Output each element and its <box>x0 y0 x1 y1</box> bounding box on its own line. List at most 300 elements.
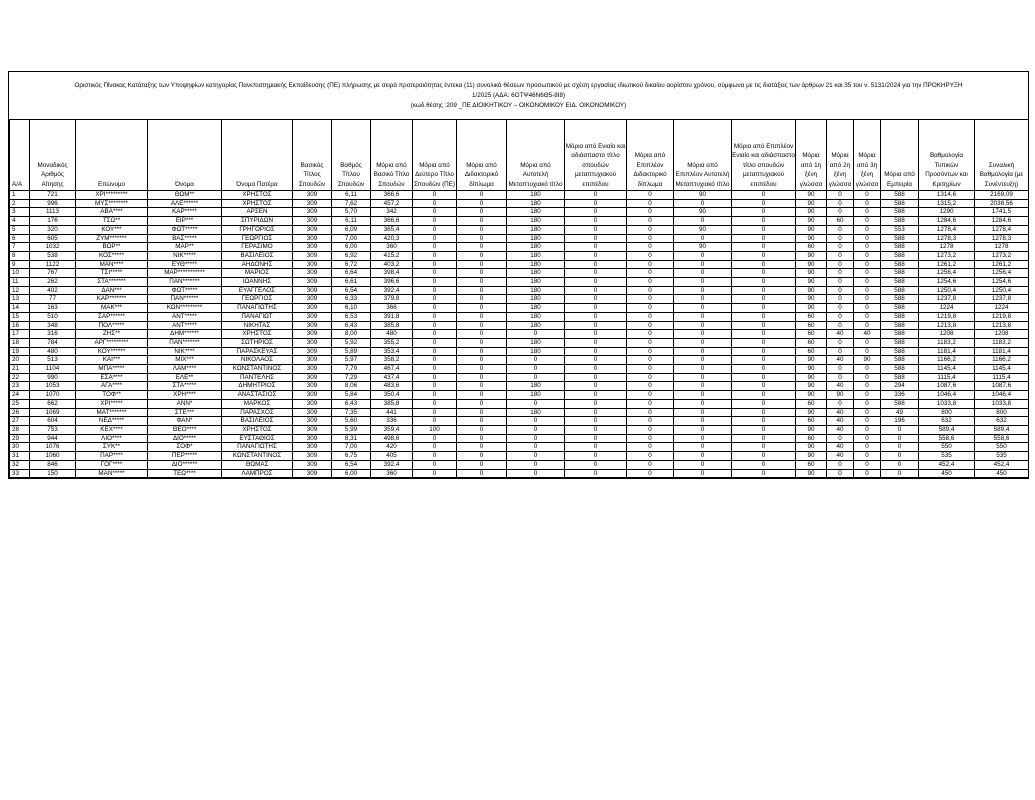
table-cell: 0 <box>732 330 796 339</box>
table-cell: 0 <box>827 191 854 200</box>
table-cell: 405 <box>371 452 413 461</box>
column-header: Μόρια από Ενιαίο και αδιάσπαστο τίτλο σπουδών μεταπτυχιακού επιπέδου <box>565 120 627 191</box>
table-cell: ΑΝΤ***** <box>148 312 222 321</box>
table-cell: ΠΕΡ***** <box>148 452 222 461</box>
column-header: Όνομα Πατέρα <box>222 120 293 191</box>
table-cell: 0 <box>413 321 457 330</box>
table-cell: 0 <box>457 469 507 478</box>
table-cell: 588 <box>881 278 919 287</box>
table-cell: 1076 <box>30 443 76 452</box>
table-cell: 0 <box>413 286 457 295</box>
table-cell: 0 <box>854 391 881 400</box>
table-cell: 1315,2 <box>919 199 975 208</box>
table-cell: ΘΩΜΑΣ <box>222 460 293 469</box>
table-cell: 1122 <box>30 260 76 269</box>
table-cell: 0 <box>854 321 881 330</box>
table-cell: ΑΛΕ****** <box>148 199 222 208</box>
table-row <box>10 330 1029 339</box>
table-cell: ΠΑΝΤΕΛΗΣ <box>222 373 293 382</box>
table-cell: 0 <box>627 469 674 478</box>
table-cell: 588 <box>881 243 919 252</box>
table-cell: 0 <box>674 199 732 208</box>
table-cell: 309 <box>293 217 332 226</box>
table-cell: 6,10 <box>332 304 371 313</box>
table-cell: 588 <box>881 330 919 339</box>
table-cell: 0 <box>565 269 627 278</box>
table-cell: 0 <box>627 191 674 200</box>
table-cell: 0 <box>827 295 854 304</box>
table-cell: 0 <box>827 338 854 347</box>
table-cell: 0 <box>413 208 457 217</box>
table-cell: 180 <box>507 269 565 278</box>
table-cell: 0 <box>827 399 854 408</box>
table-cell: 0 <box>674 260 732 269</box>
table-cell: 0 <box>413 269 457 278</box>
table-cell: 0 <box>827 225 854 234</box>
table-cell: 0 <box>457 312 507 321</box>
table-cell: 0 <box>674 217 732 226</box>
table-cell: 0 <box>507 356 565 365</box>
table-cell: 7,62 <box>332 199 371 208</box>
table-cell: 0 <box>627 347 674 356</box>
table-row <box>10 356 1029 365</box>
table-cell: 0 <box>457 191 507 200</box>
table-cell: 0 <box>674 469 732 478</box>
table-cell: 0 <box>413 382 457 391</box>
title-block <box>9 72 1028 119</box>
table-cell: 588 <box>881 217 919 226</box>
table-cell: ΤΣΩ** <box>76 217 148 226</box>
table-cell: 846 <box>30 460 76 469</box>
table-cell: 0 <box>457 434 507 443</box>
table-cell: 0 <box>413 234 457 243</box>
table-cell: 359,4 <box>371 425 413 434</box>
table-cell: 8 <box>10 251 30 260</box>
table-cell: 0 <box>674 373 732 382</box>
table-cell: 0 <box>565 452 627 461</box>
table-row <box>10 304 1029 313</box>
table-cell: ΠΑΝ******* <box>148 278 222 287</box>
table-cell: 398,4 <box>371 269 413 278</box>
table-cell: 40 <box>827 356 854 365</box>
table-cell: 309 <box>293 460 332 469</box>
table-cell: 0 <box>674 234 732 243</box>
table-cell: 5,99 <box>332 425 371 434</box>
table-cell: ΜΠΑ***** <box>76 365 148 374</box>
table-cell: 800 <box>919 408 975 417</box>
table-cell: 6,09 <box>332 225 371 234</box>
table-cell: 550 <box>919 443 975 452</box>
table-cell: 0 <box>413 225 457 234</box>
table-cell: ΕΙΡ*** <box>148 217 222 226</box>
table-cell: 0 <box>674 356 732 365</box>
table-cell: ΠΑΝΑΓΙΩΤΗΣ <box>222 443 293 452</box>
table-cell: 588 <box>881 312 919 321</box>
table-cell: 309 <box>293 434 332 443</box>
table-cell: ΚΟΥ****** <box>76 347 148 356</box>
table-cell: ΒΩΡ** <box>76 243 148 252</box>
table-cell: 589,4 <box>919 425 975 434</box>
table-cell: 1104 <box>30 365 76 374</box>
table-cell: 0 <box>565 304 627 313</box>
table-cell: ΣΠΥΡΙΔΩΝ <box>222 217 293 226</box>
table-cell: ΚΩΝΣΤΑΝΤΙΝΟΣ <box>222 452 293 461</box>
table-cell: 309 <box>293 295 332 304</box>
table-cell: 588 <box>881 260 919 269</box>
table-cell: 1060 <box>30 452 76 461</box>
table-cell: 9 <box>10 260 30 269</box>
table-cell: 309 <box>293 469 332 478</box>
table-cell: 457,2 <box>371 199 413 208</box>
table-cell: 11 <box>10 278 30 287</box>
table-cell: 604 <box>30 417 76 426</box>
table-cell: 196 <box>881 417 919 426</box>
table-cell: 7,00 <box>332 443 371 452</box>
table-cell: 450 <box>919 469 975 478</box>
table-cell: 0 <box>627 425 674 434</box>
table-cell: 483,6 <box>371 382 413 391</box>
document-title: Οριστικός Πίνακας Κατάταξης των Υποψηφίων κατηγορίας Πανεπιστημιακής Εκπαίδευσης (ΠΕ) πλήρωσης με σειρά προτεραιότητας έντεκα (11) συνολικά θέσεων προσωπικού με σχέση εργασίας ιδιωτικού δικαίου αορίστου χρόνου, σύμφωνα με τις διατάξεις των άρθρων 21 και 35 του ν. 5131/2024 για την ΠΡΟΚΗΡΥΞΗ <box>74 81 963 89</box>
table-cell: 0 <box>854 425 881 434</box>
table-cell: 0 <box>732 286 796 295</box>
table-cell: 90 <box>796 382 827 391</box>
table-cell: 90 <box>796 391 827 400</box>
table-cell: 14 <box>10 304 30 313</box>
table-cell: 0 <box>413 452 457 461</box>
table-cell: 0 <box>413 356 457 365</box>
table-cell: 16 <box>10 321 30 330</box>
table-cell: 1115,4 <box>975 373 1029 382</box>
table-cell: 309 <box>293 373 332 382</box>
table-cell: 29 <box>10 434 30 443</box>
table-cell: 90 <box>796 408 827 417</box>
table-cell: 0 <box>413 460 457 469</box>
table-cell: 0 <box>565 347 627 356</box>
table-cell: 0 <box>674 408 732 417</box>
table-cell: 90 <box>674 191 732 200</box>
table-cell: 0 <box>457 460 507 469</box>
table-cell: 510 <box>30 312 76 321</box>
table-cell: 0 <box>674 382 732 391</box>
column-header: Μόρια από Επιπλέον Ενιαίο και αδιάσπαστο τίτλο σπουδών μεταπτυχιακού επιπέδου <box>732 120 796 191</box>
table-cell: ΧΡΗΣΤΟΣ <box>222 199 293 208</box>
table-cell: 0 <box>457 269 507 278</box>
table-cell: 180 <box>507 234 565 243</box>
table-cell: 6,72 <box>332 260 371 269</box>
table-cell: 8,00 <box>332 330 371 339</box>
table-cell: 6,00 <box>332 243 371 252</box>
table-cell: 6,53 <box>332 312 371 321</box>
table-row <box>10 425 1029 434</box>
table-cell: 588 <box>881 304 919 313</box>
table-cell: 90 <box>796 373 827 382</box>
table-cell: 60 <box>796 417 827 426</box>
table-cell: 1 <box>10 191 30 200</box>
table-cell: 0 <box>565 338 627 347</box>
table-cell: 40 <box>827 443 854 452</box>
table-cell: 0 <box>565 286 627 295</box>
table-cell: ΜΑΡΚΟΣ <box>222 399 293 408</box>
table-cell: 588 <box>881 251 919 260</box>
table-cell: 467,4 <box>371 365 413 374</box>
table-cell: 17 <box>10 330 30 339</box>
table-cell: ΤΟΦ** <box>76 391 148 400</box>
table-cell: 632 <box>919 417 975 426</box>
table-cell: 348 <box>30 321 76 330</box>
table-cell: 0 <box>854 269 881 278</box>
table-cell: 0 <box>507 365 565 374</box>
table-cell: 350,4 <box>371 391 413 400</box>
table-cell: 40 <box>827 425 854 434</box>
table-cell: 90 <box>827 391 854 400</box>
table-cell: 90 <box>796 217 827 226</box>
table-cell: 0 <box>507 373 565 382</box>
table-cell: 309 <box>293 191 332 200</box>
table-cell: ΚΑΡ***** <box>148 208 222 217</box>
table-cell: ΦΑΝ* <box>148 417 222 426</box>
table-cell: 0 <box>854 347 881 356</box>
table-cell: 0 <box>674 338 732 347</box>
column-header: Βαθμολογία Τυπικών Προσόντων και Κριτηρίων <box>919 120 975 191</box>
table-cell: 0 <box>627 260 674 269</box>
table-cell: ΝΕΔ***** <box>76 417 148 426</box>
table-cell: 480 <box>371 330 413 339</box>
table-cell: 0 <box>854 234 881 243</box>
table-cell: 1256,4 <box>919 269 975 278</box>
table-cell: 22 <box>10 373 30 382</box>
table-cell: ΛΙΟ**** <box>76 434 148 443</box>
table-cell: ΠΑΝΑΓΙΩΤΗΣ <box>222 304 293 313</box>
table-cell: 90 <box>796 443 827 452</box>
table-cell: 420 <box>371 443 413 452</box>
table-cell: 0 <box>627 312 674 321</box>
table-cell: 180 <box>507 243 565 252</box>
table-cell: 0 <box>627 434 674 443</box>
table-cell: 0 <box>732 243 796 252</box>
table-cell: 180 <box>507 217 565 226</box>
table-cell: 1237,8 <box>975 295 1029 304</box>
table-cell: 1278,4 <box>975 225 1029 234</box>
table-cell: 0 <box>627 217 674 226</box>
table-cell: 588 <box>881 191 919 200</box>
table-cell: 0 <box>457 365 507 374</box>
table-cell: 316 <box>30 330 76 339</box>
table-cell: 0 <box>732 391 796 400</box>
table-cell: 309 <box>293 199 332 208</box>
table-cell: ΣΑΡ****** <box>76 312 148 321</box>
table-cell: 0 <box>565 434 627 443</box>
table-cell: 353,4 <box>371 347 413 356</box>
table-cell: 800 <box>975 408 1029 417</box>
table-cell: 1166,2 <box>919 356 975 365</box>
table-row <box>10 208 1029 217</box>
table-cell: ΖΥΜ******* <box>76 234 148 243</box>
table-cell: ΣΥΚ** <box>76 443 148 452</box>
table-cell: 309 <box>293 208 332 217</box>
table-cell: 60 <box>796 347 827 356</box>
table-cell: 1278,4 <box>919 225 975 234</box>
table-cell: 588 <box>881 208 919 217</box>
table-cell: 0 <box>674 460 732 469</box>
table-cell: 0 <box>627 382 674 391</box>
table-cell: 0 <box>413 434 457 443</box>
table-cell: 180 <box>507 391 565 400</box>
table-cell: 0 <box>565 208 627 217</box>
table-cell: 0 <box>674 251 732 260</box>
table-cell: ΚΑΙ*** <box>76 356 148 365</box>
table-cell: 0 <box>854 460 881 469</box>
table-cell: 0 <box>627 304 674 313</box>
table-cell: 385,8 <box>371 321 413 330</box>
table-cell: ΝΙΚΗΤΑΣ <box>222 321 293 330</box>
table-cell: 0 <box>457 225 507 234</box>
table-header-row <box>10 120 1029 191</box>
table-cell: 5,84 <box>332 391 371 400</box>
table-cell: 0 <box>413 408 457 417</box>
table-cell: 336 <box>371 417 413 426</box>
table-cell: 1166,2 <box>975 356 1029 365</box>
table-cell: 309 <box>293 408 332 417</box>
table-row <box>10 391 1029 400</box>
column-header: Μόρια από 3η ξένη γλώσσα <box>854 120 881 191</box>
table-cell: ΜΑΡ*********** <box>148 269 222 278</box>
table-cell: 0 <box>413 373 457 382</box>
column-header: Επώνυμο <box>76 120 148 191</box>
table-cell: ΚΩΝΣΤΑΝΤΙΝΟΣ <box>222 365 293 374</box>
table-cell: 0 <box>627 391 674 400</box>
table-cell: 0 <box>674 295 732 304</box>
table-cell: 90 <box>796 199 827 208</box>
table-cell: 402 <box>30 286 76 295</box>
table-cell: 0 <box>827 434 854 443</box>
table-cell: 309 <box>293 452 332 461</box>
table-cell: 262 <box>30 278 76 287</box>
table-cell: 60 <box>796 338 827 347</box>
table-cell: 1183,2 <box>975 338 1029 347</box>
table-cell: 100 <box>413 425 457 434</box>
column-header: Όνομα <box>148 120 222 191</box>
table-cell: 21 <box>10 365 30 374</box>
table-cell: 0 <box>627 356 674 365</box>
table-cell: 1033,8 <box>975 399 1029 408</box>
table-cell: 0 <box>507 452 565 461</box>
table-cell: 588 <box>881 321 919 330</box>
table-cell: 0 <box>565 408 627 417</box>
table-cell: 0 <box>732 312 796 321</box>
table-cell: ΣΤΑ***** <box>148 382 222 391</box>
table-cell: 1032 <box>30 243 76 252</box>
table-cell: ΓΕΩΡΓΙΟΣ <box>222 295 293 304</box>
table-cell: 309 <box>293 251 332 260</box>
table-cell: 0 <box>413 260 457 269</box>
table-cell: ΔΗΜ****** <box>148 330 222 339</box>
table-cell: 0 <box>674 312 732 321</box>
table-cell: 0 <box>413 217 457 226</box>
table-row <box>10 251 1029 260</box>
table-cell: 0 <box>732 399 796 408</box>
table-cell: 180 <box>507 208 565 217</box>
table-cell: 309 <box>293 417 332 426</box>
table-cell: ΘΩΜ** <box>148 191 222 200</box>
table-row <box>10 312 1029 321</box>
table-cell: 20 <box>10 356 30 365</box>
table-cell: 0 <box>457 356 507 365</box>
table-cell: ΧΡΙ***** <box>76 399 148 408</box>
table-cell: 2038,56 <box>975 199 1029 208</box>
table-cell: ΘΕΟ**** <box>148 425 222 434</box>
column-header: Μόρια από 2η ξένη γλώσσα <box>827 120 854 191</box>
table-cell: 0 <box>413 304 457 313</box>
table-cell: 0 <box>732 191 796 200</box>
table-cell: ΑΝΑΣΤΑΣΙΟΣ <box>222 391 293 400</box>
table-cell: 0 <box>413 191 457 200</box>
table-cell: ΔΑΝ*** <box>76 286 148 295</box>
table-cell: 0 <box>854 199 881 208</box>
table-cell: 180 <box>507 304 565 313</box>
table-cell: 1070 <box>30 391 76 400</box>
table-cell: 721 <box>30 191 76 200</box>
table-cell: 0 <box>413 469 457 478</box>
table-cell: 0 <box>732 225 796 234</box>
table-cell: 1183,2 <box>919 338 975 347</box>
table-cell: 40 <box>827 417 854 426</box>
table-cell: 0 <box>413 199 457 208</box>
table-cell: ΝΙΚΟΛΑΟΣ <box>222 356 293 365</box>
table-cell: 379,8 <box>371 295 413 304</box>
table-cell: 60 <box>796 321 827 330</box>
table-cell: 24 <box>10 391 30 400</box>
table-cell: 1256,4 <box>975 269 1029 278</box>
table-cell: 0 <box>627 199 674 208</box>
table-cell: 180 <box>507 191 565 200</box>
table-cell: 1273,2 <box>919 251 975 260</box>
table-cell: 420,3 <box>371 234 413 243</box>
table-cell: ΓΕΩΡΓΙΟΣ <box>222 234 293 243</box>
table-cell: 0 <box>732 443 796 452</box>
table-cell: 0 <box>827 234 854 243</box>
table-cell: 588 <box>881 338 919 347</box>
table-cell: 588 <box>881 356 919 365</box>
table-cell: ΕΛΕ** <box>148 373 222 382</box>
table-cell: 0 <box>507 443 565 452</box>
table-cell: 550 <box>975 443 1029 452</box>
table-cell: 90 <box>796 295 827 304</box>
table-cell: 6,54 <box>332 286 371 295</box>
table-cell: 0 <box>854 365 881 374</box>
table-cell: 1224 <box>919 304 975 313</box>
table-cell: 180 <box>507 382 565 391</box>
table-cell: 5,92 <box>332 338 371 347</box>
table-cell: 180 <box>507 278 565 287</box>
table-cell: 513 <box>30 356 76 365</box>
table-cell: 0 <box>457 347 507 356</box>
table-cell: 588 <box>881 295 919 304</box>
table-cell: 990 <box>30 373 76 382</box>
table-cell: 150 <box>30 469 76 478</box>
table-cell: 2 <box>10 199 30 208</box>
table-cell: 2169,09 <box>975 191 1029 200</box>
table-cell: ΜΑΝ**** <box>76 260 148 269</box>
table-row <box>10 434 1029 443</box>
table-cell: 7,29 <box>332 373 371 382</box>
table-cell: 0 <box>854 304 881 313</box>
table-cell: 0 <box>457 260 507 269</box>
table-cell: 588 <box>881 234 919 243</box>
column-header: Μόρια από Επιπλέον Διδακτορικό δίπλωμα <box>627 120 674 191</box>
table-cell: 25 <box>10 399 30 408</box>
table-cell: 180 <box>507 312 565 321</box>
table-cell: ΓΕΡΑΣΙΜΟ <box>222 243 293 252</box>
